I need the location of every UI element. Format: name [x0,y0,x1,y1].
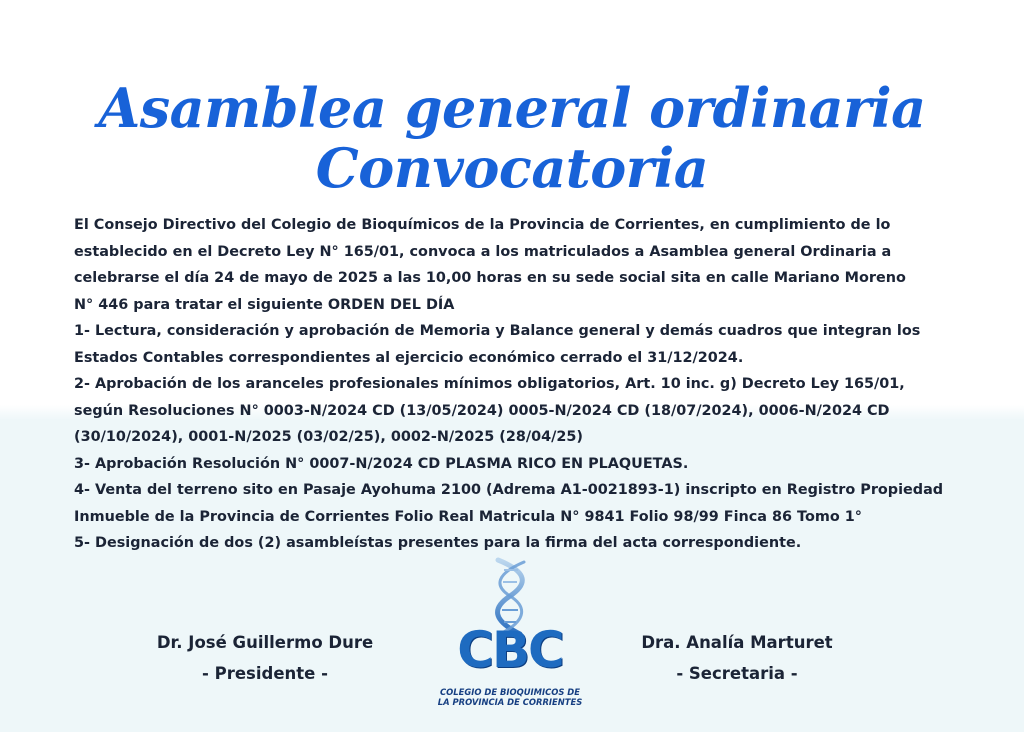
body-line: según Resoluciones N° 0003-N/2024 CD (13/05/2024) 0005-N/2024 CD (18/07/2024), 0006-N/2024 CD [74,402,890,419]
title-line-1: Asamblea general ordinaria [98,76,926,140]
convocation-body [74,212,974,557]
title-line-2: Convocatoria [315,136,709,200]
agenda-item-5: 5- Designación de dos (2) asambleístas presentes para la firma del acta correspondiente. [74,535,802,551]
cbc-logo [430,556,590,706]
logo-caption-1: COLEGIO DE BIOQUIMICOS DE [440,687,580,697]
body-line: El Consejo Directivo del Colegio de Bioquímicos de la Provincia de Corrientes, en cumplimiento de lo [74,217,891,233]
logo-caption-2: LA PROVINCIA DE CORRIENTES [437,697,583,707]
body-line: Estados Contables correspondientes al ejercicio económico cerrado el 31/12/2024. [74,349,744,366]
agenda-item-2: 2- Aprobación de los aranceles profesionales mínimos obligatorios, Art. 10 inc. g) Decreto Ley 165/01, [74,376,905,392]
signature-president [130,627,400,689]
secretary-name: Dra. Analía Marturet [641,633,833,652]
secretary-role: - Secretaria - [676,664,798,683]
president-role: - Presidente - [202,664,328,683]
agenda-item-1: 1- Lectura, consideración y aprobación de Memoria y Balance general y demás cuadros que integran los [74,323,921,339]
body-line: N° 446 para tratar el siguiente ORDEN DEL DÍA [74,296,455,313]
agenda-item-3: 3- Aprobación Resolución N° 0007-N/2024 CD PLASMA RICO EN PLAQUETAS. [74,455,689,472]
page-title [0,78,1024,198]
agenda-item-4: 4- Venta del terreno sito en Pasaje Ayohuma 2100 (Adrema A1-0021893-1) inscripto en Registro Propiedad [74,482,944,498]
body-line: celebrarse el día 24 de mayo de 2025 a las 10,00 horas en su sede social sita en calle Mariano Moreno [74,270,906,286]
logo-letters: CBC [457,621,563,679]
body-line: establecido en el Decreto Ley N° 165/01, convoca a los matriculados a Asamblea general Ordinaria a [74,243,892,260]
body-line: Inmueble de la Provincia de Corrientes Folio Real Matricula N° 9841 Folio 98/99 Finca 86 Tomo 1° [74,508,862,525]
body-line: (30/10/2024), 0001-N/2025 (03/02/25), 0002-N/2025 (28/04/25) [74,429,583,445]
signature-secretary [602,627,872,689]
president-name: Dr. José Guillermo Dure [156,633,374,652]
